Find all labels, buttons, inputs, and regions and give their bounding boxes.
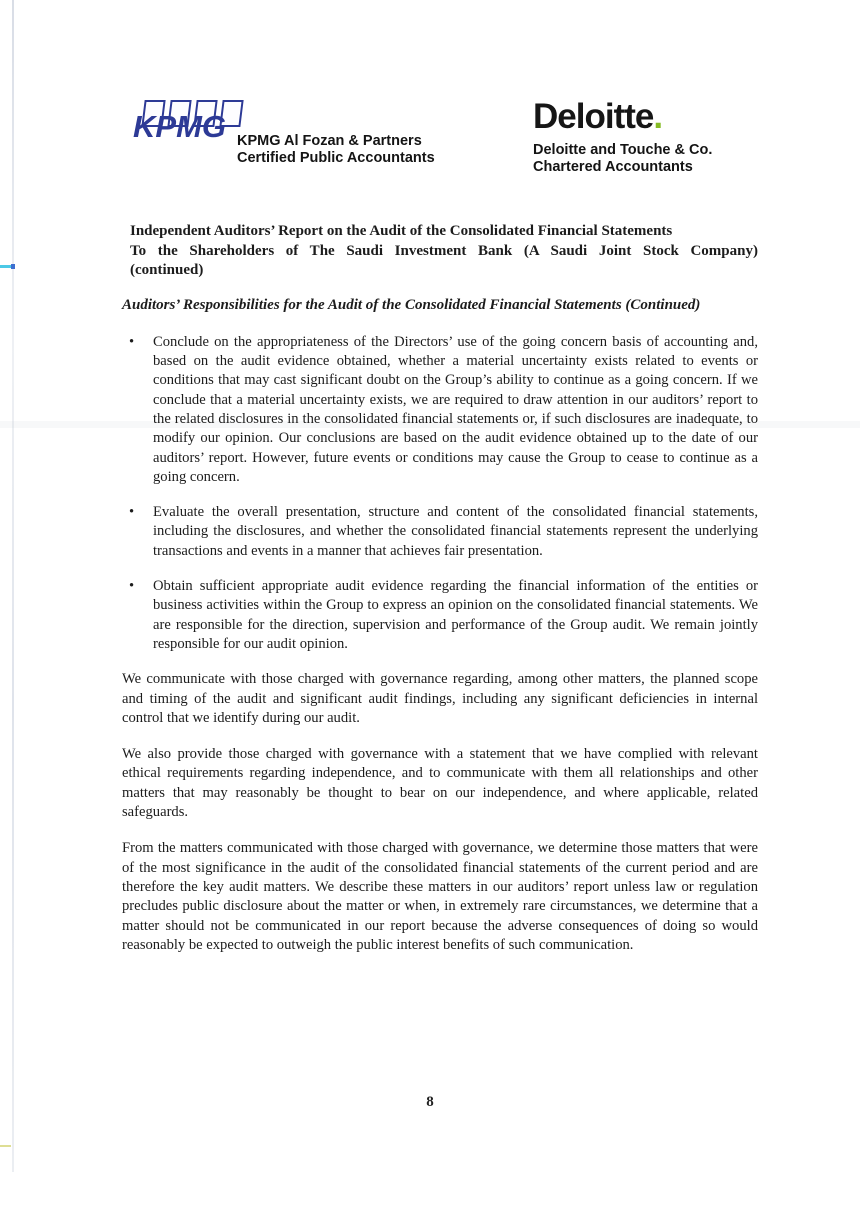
paragraph-key-audit-matters: From the matters communicated with those charged with governance, we determine those matters that were of the most significance in the audit of the consolidated financial statements of the current period and are therefore the key audit matters. We describe these matters in our auditors’ report unless law or regulation precludes public disclosure about the matter or when, in extremely rare circumstances, we determine that a matter should not be communicated in our report because the adverse consequences of doing so would reasonably be expected to outweigh the public interest benefits of such communication. — [122, 840, 758, 953]
page-number: 8 — [426, 1094, 434, 1110]
kpmg-firm-subtitle: Certified Public Accountants — [237, 150, 435, 166]
report-title-line-3: (continued) — [130, 262, 204, 278]
paragraph-communicate-governance: We communicate with those charged with governance regarding, among other matters, the planned scope and timing of the audit and significant audit findings, including any significant deficiencies in internal control that we identify during our audit. — [122, 671, 758, 726]
deloitte-firm-subtitle: Chartered Accountants — [533, 159, 693, 175]
bullet-item-conclude — [122, 333, 758, 487]
deloitte-letterhead-block — [533, 97, 763, 176]
deloitte-green-dot-icon: . — [653, 97, 663, 136]
bullet-icon: • — [129, 333, 135, 350]
letterhead — [0, 0, 860, 200]
kpmg-logo-wordmark: KPMG — [133, 109, 226, 144]
bullet-text: Conclude on the appropriateness of the Directors’ use of the going concern basis of accounting and, based on the audit evidence obtained, whether a material uncertainty exists related to events or conditions that may cast significant doubt on the Group’s ability to continue as a going concern. If we conclude that a material uncertainty exists, we are required to draw attention in our auditors’ report to the related disclosures in the consolidated financial statements or, if such disclosures are inadequate, to modify our opinion. Our conclusions are based on the audit evidence obtained up to the date of our auditors’ report. However, future events or conditions may cause the Group to cease to continue as a going concern. — [153, 333, 758, 485]
report-body — [122, 222, 758, 972]
report-title-line-2: To the Shareholders of The Saudi Investment Bank (A Saudi Joint Stock Company) — [130, 242, 758, 259]
kpmg-logo-icon — [133, 100, 243, 144]
section-heading: Auditors’ Responsibilities for the Audit of the Consolidated Financial Statements (Continued) — [122, 296, 701, 313]
kpmg-firm-name: KPMG Al Fozan & Partners — [237, 133, 422, 149]
bullet-text: Evaluate the overall presentation, structure and content of the consolidated financial statements, including the disclosures, and whether the consolidated financial statements represent the underlying transactions and events in a manner that achieves fair presentation. — [153, 504, 758, 559]
deloitte-firm-details — [533, 142, 763, 176]
bullet-icon: • — [129, 504, 135, 521]
kpmg-letterhead-block — [133, 100, 463, 166]
bullet-item-evaluate — [122, 503, 758, 561]
paragraph-ethical-requirements: We also provide those charged with governance with a statement that we have complied with relevant ethical requirements regarding independence, and to communicate with them all relationships and other matters that may reasonably be thought to bear on our independence, and where applicable, related safeguards. — [122, 746, 758, 821]
kpmg-firm-details — [237, 133, 467, 167]
deloitte-firm-name: Deloitte and Touche & Co. — [533, 142, 713, 158]
report-title — [130, 222, 758, 281]
scan-artifact-yellow-tick — [0, 1145, 11, 1147]
report-title-line-1: Independent Auditors’ Report on the Audit of the Consolidated Financial Statements — [130, 223, 673, 239]
deloitte-logo-wordmark: Deloitte. — [533, 97, 663, 136]
bullet-icon: • — [129, 578, 135, 595]
bullet-item-obtain — [122, 577, 758, 654]
bullet-text: Obtain sufficient appropriate audit evidence regarding the financial information of the entities or business activities within the Group to express an opinion on the consolidated financial statements. We are responsible for the direction, supervision and performance of the Group audit. We remain jointly responsible for our audit opinion. — [153, 578, 758, 652]
scan-registration-mark-blue — [11, 264, 15, 269]
